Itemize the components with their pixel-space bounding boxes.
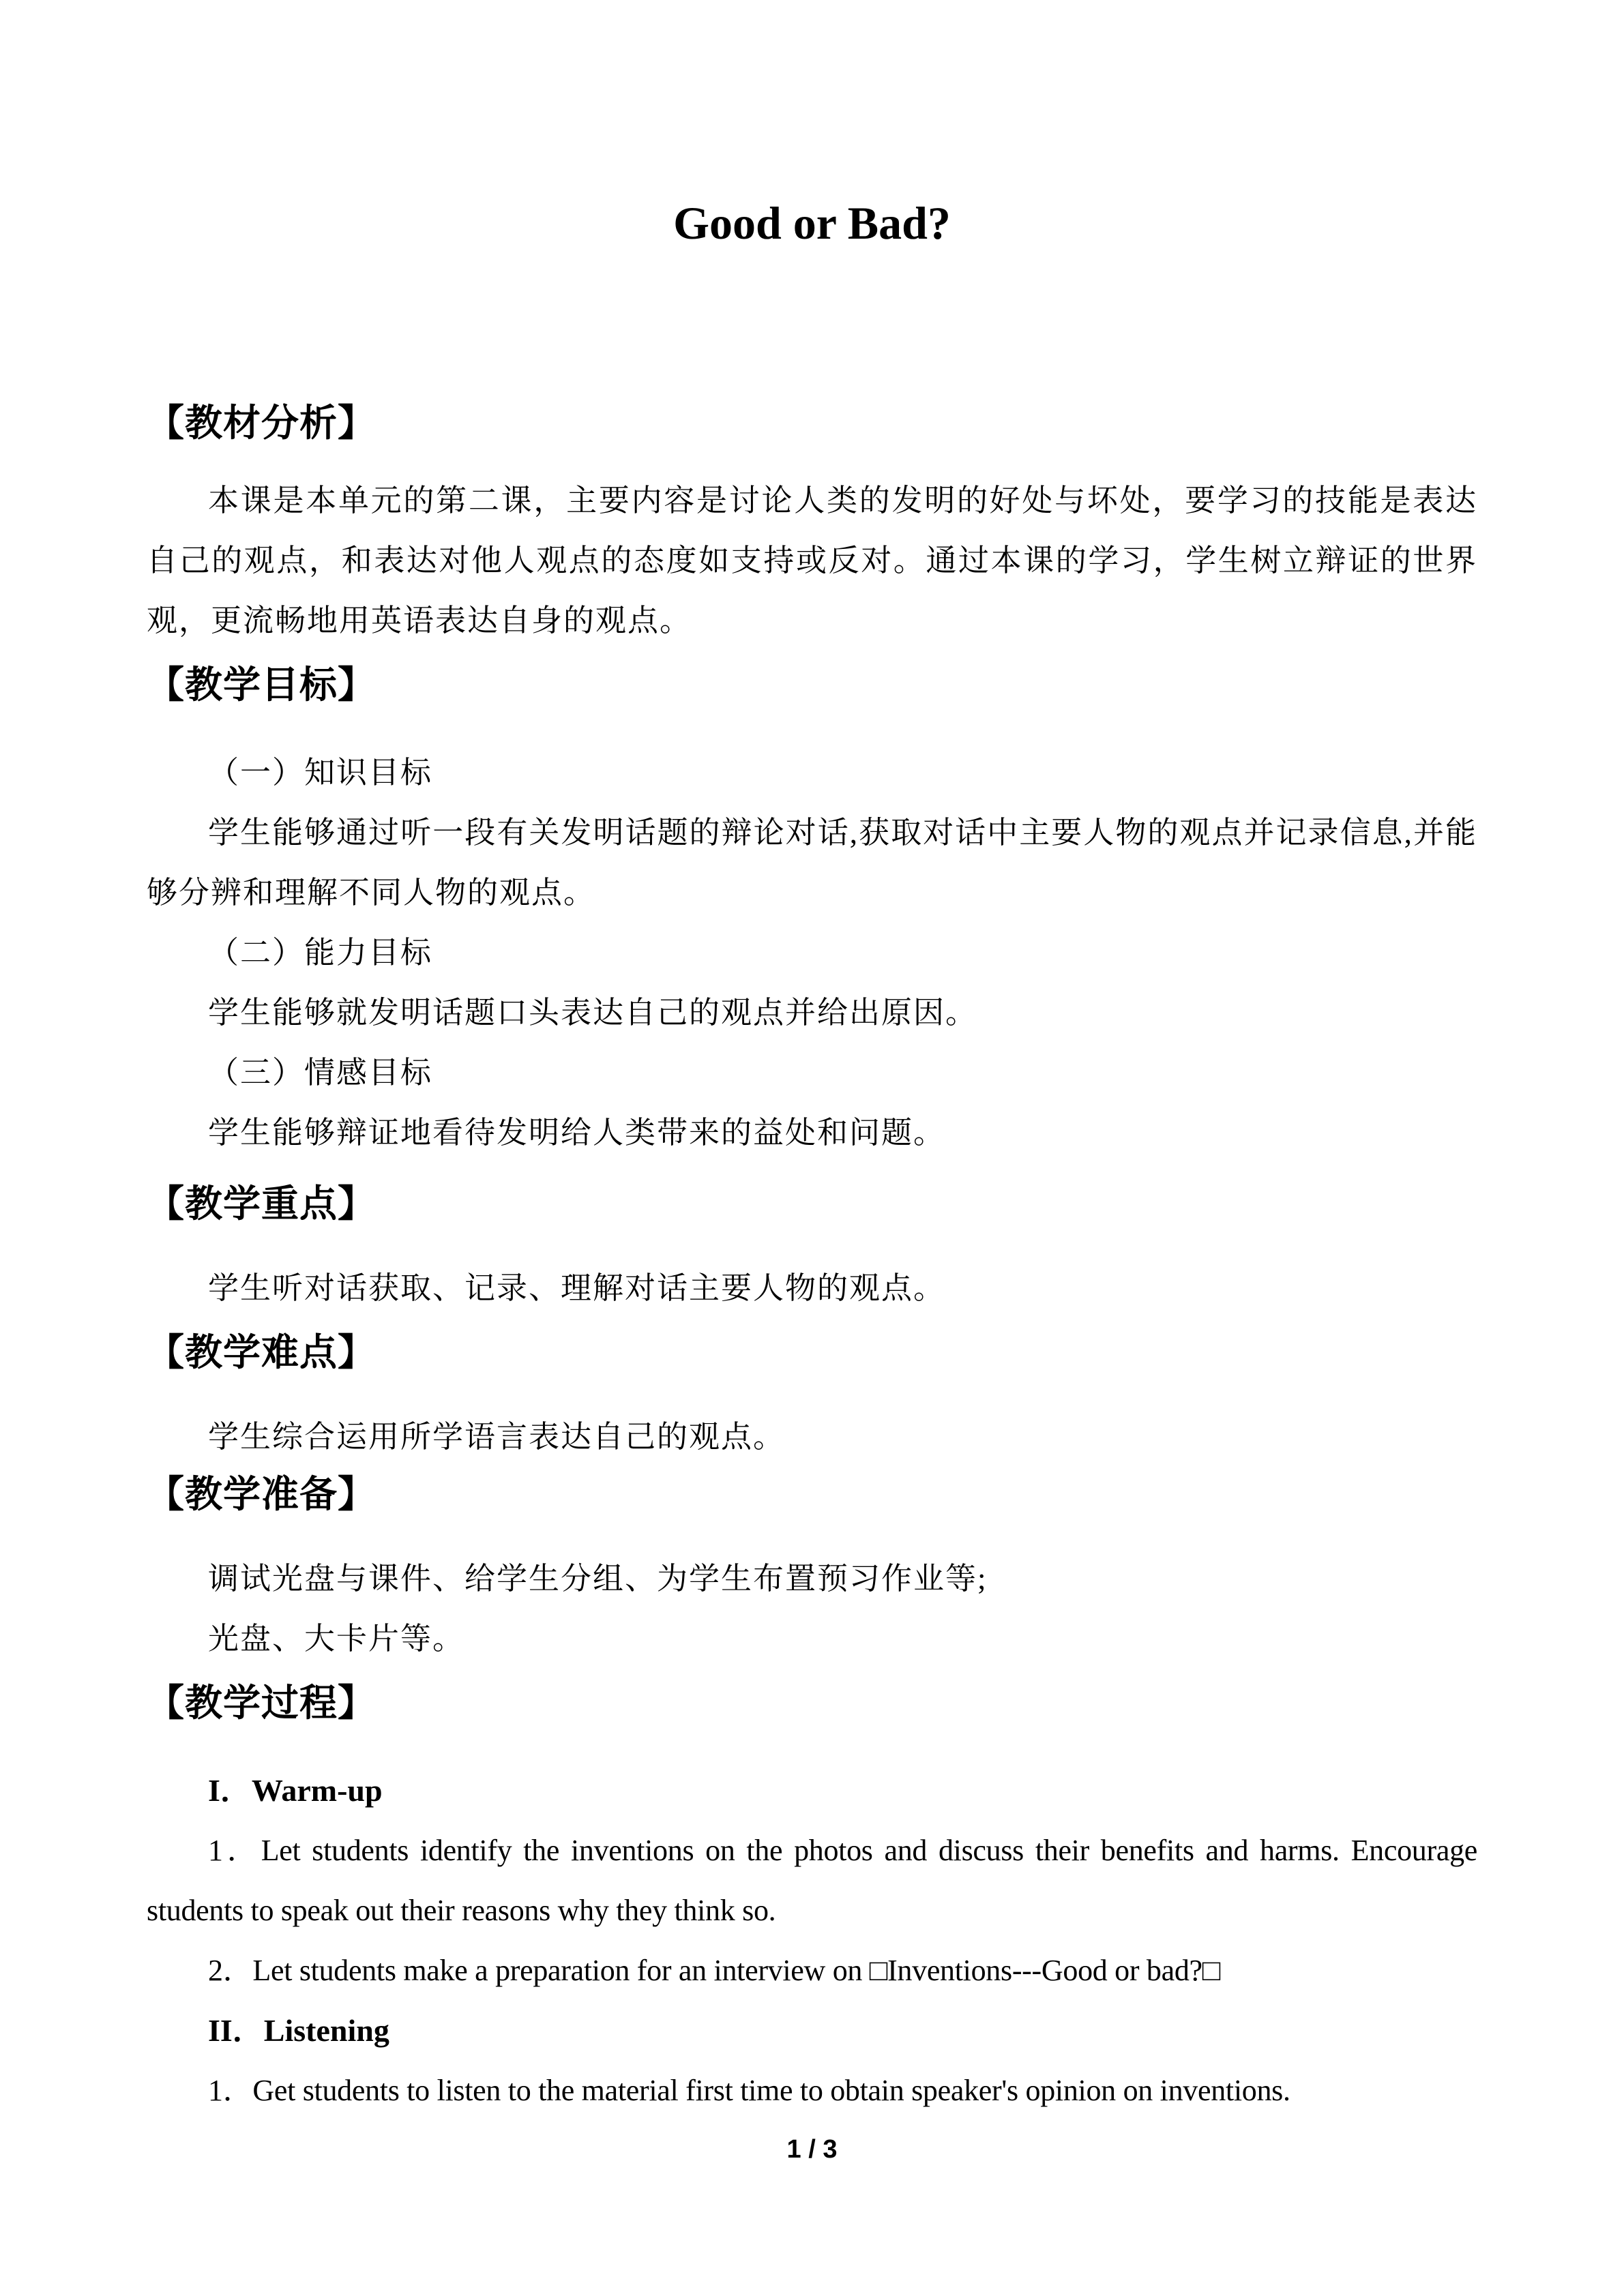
step-title-listening: II．Listening bbox=[208, 2013, 389, 2048]
preparation-list bbox=[147, 1549, 1477, 1669]
objective-knowledge-label: （一）知识目标 bbox=[208, 756, 433, 790]
section-heading-material-analysis: 【教材分析】 bbox=[147, 402, 377, 444]
page-title: Good or Bad? bbox=[673, 197, 951, 249]
section-heading-teaching-difficulties: 【教学难点】 bbox=[147, 1331, 377, 1373]
preparation-line: 调试光盘与课件、给学生分组、为学生布置预习作业等; bbox=[208, 1562, 988, 1596]
objective-emotion-label: （三）情感目标 bbox=[208, 1056, 433, 1090]
listening-item-1: 1．Get students to listen to the material first time to obtain speaker's opinion on inventions. bbox=[208, 2074, 1290, 2107]
teaching-process-steps bbox=[147, 1761, 1477, 2121]
section-heading-teaching-process: 【教学过程】 bbox=[147, 1682, 377, 1724]
material-analysis-paragraph: 本课是本单元的第二课，主要内容是讨论人类的发明的好处与坏处，要学习的技能是表达自己的观点，和表达对他人观点的态度如支持或反对。通过本课的学习，学生树立辩证的世界观，更流畅地用英语表达自身的观点。 bbox=[147, 483, 1477, 638]
difficulties-paragraph: 学生综合运用所学语言表达自己的观点。 bbox=[208, 1420, 786, 1454]
section-heading-teaching-preparation: 【教学准备】 bbox=[147, 1473, 377, 1515]
objective-knowledge-body: 学生能够通过听一段有关发明话题的辩论对话,获取对话中主要人物的观点并记录信息,并能够分辨和理解不同人物的观点。 bbox=[147, 816, 1477, 910]
section-heading-teaching-key-points: 【教学重点】 bbox=[147, 1182, 377, 1225]
warm-up-item-2: 2．Let students make a preparation for an interview on □Inventions---Good or bad?□ bbox=[208, 1954, 1221, 1987]
preparation-line: 光盘、大卡片等。 bbox=[208, 1622, 465, 1656]
objective-emotion-body: 学生能够辩证地看待发明给人类带来的益处和问题。 bbox=[208, 1116, 946, 1150]
objectives-list bbox=[147, 743, 1477, 1163]
page-number: 1 / 3 bbox=[786, 2135, 838, 2164]
objective-ability-label: （二）能力目标 bbox=[208, 936, 433, 970]
objective-ability-body: 学生能够就发明话题口头表达自己的观点并给出原因。 bbox=[208, 996, 978, 1030]
key-points-paragraph: 学生听对话获取、记录、理解对话主要人物的观点。 bbox=[208, 1271, 946, 1305]
warm-up-item-1: 1．Let students identify the inventions on the photos and discuss their benefits and harms. Encourage students to speak out their reasons why they think so. bbox=[147, 1834, 1477, 1927]
section-heading-teaching-objectives: 【教学目标】 bbox=[147, 664, 377, 706]
step-title-warm-up: I．Warm-up bbox=[208, 1773, 383, 1808]
